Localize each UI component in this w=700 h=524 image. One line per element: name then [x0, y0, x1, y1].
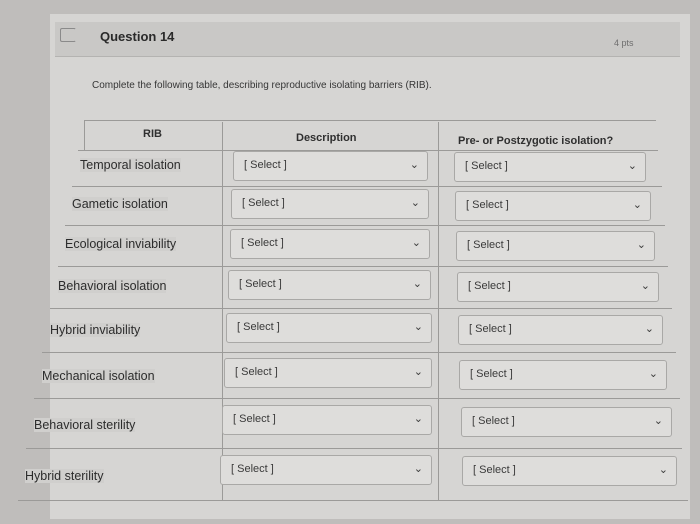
header-rib: RIB — [143, 128, 162, 140]
zygotic-select-behavioral-sterility[interactable] — [461, 407, 672, 437]
description-select-hybrid-sterility[interactable] — [220, 455, 432, 485]
description-select-temporal-isolation[interactable] — [233, 151, 428, 181]
chevron-down-icon: ⌄ — [658, 464, 668, 476]
description-select-value: [ Select ] — [241, 237, 284, 249]
description-select-value: [ Select ] — [242, 197, 285, 209]
question-points: 4 pts — [614, 38, 634, 48]
zygotic-select-value: [ Select ] — [473, 464, 516, 476]
description-select-behavioral-isolation[interactable] — [228, 270, 431, 300]
chevron-down-icon: ⌄ — [409, 159, 419, 171]
zygotic-select-value: [ Select ] — [469, 323, 512, 335]
rib-label-temporal-isolation: Temporal isolation — [80, 158, 181, 172]
chevron-down-icon: ⌄ — [412, 278, 422, 290]
chevron-down-icon: ⌄ — [648, 368, 658, 380]
description-select-value: [ Select ] — [237, 321, 280, 333]
rib-label-behavioral-isolation: Behavioral isolation — [58, 279, 167, 293]
question-title: Question 14 — [100, 29, 175, 44]
chevron-down-icon: ⌄ — [411, 237, 421, 249]
rib-label-behavioral-sterility: Behavioral sterility — [34, 418, 136, 432]
zygotic-select-mechanical-isolation[interactable] — [459, 360, 667, 390]
zygotic-select-value: [ Select ] — [466, 199, 509, 211]
chevron-down-icon: ⌄ — [410, 197, 420, 209]
chevron-down-icon: ⌄ — [413, 366, 423, 378]
chevron-down-icon: ⌄ — [413, 463, 423, 475]
chevron-down-icon: ⌄ — [627, 160, 637, 172]
rib-label-mechanical-isolation: Mechanical isolation — [42, 369, 155, 383]
description-select-gametic-isolation[interactable] — [231, 189, 429, 219]
zygotic-select-value: [ Select ] — [470, 368, 513, 380]
description-select-ecological-inviability[interactable] — [230, 229, 430, 259]
description-select-value: [ Select ] — [244, 159, 287, 171]
chevron-down-icon: ⌄ — [653, 415, 663, 427]
header-description: Description — [296, 132, 357, 144]
description-select-value: [ Select ] — [235, 366, 278, 378]
rib-label-hybrid-inviability: Hybrid inviability — [50, 323, 141, 337]
rib-label-ecological-inviability: Ecological inviability — [65, 237, 177, 251]
zygotic-select-hybrid-sterility[interactable] — [462, 456, 677, 486]
zygotic-select-hybrid-inviability[interactable] — [458, 315, 663, 345]
zygotic-select-value: [ Select ] — [465, 160, 508, 172]
zygotic-select-ecological-inviability[interactable] — [456, 231, 655, 261]
question-prompt: Complete the following table, describing reproductive isolating barriers (RIB). — [92, 80, 432, 91]
description-select-behavioral-sterility[interactable] — [222, 405, 432, 435]
chevron-down-icon: ⌄ — [413, 413, 423, 425]
chevron-down-icon: ⌄ — [636, 239, 646, 251]
zygotic-select-value: [ Select ] — [472, 415, 515, 427]
chevron-down-icon: ⌄ — [644, 323, 654, 335]
zygotic-select-behavioral-isolation[interactable] — [457, 272, 659, 302]
description-select-value: [ Select ] — [231, 463, 274, 475]
rib-label-hybrid-sterility: Hybrid sterility — [25, 469, 104, 483]
chevron-down-icon: ⌄ — [640, 280, 650, 292]
zygotic-select-temporal-isolation[interactable] — [454, 152, 646, 182]
zygotic-select-value: [ Select ] — [468, 280, 511, 292]
description-select-hybrid-inviability[interactable] — [226, 313, 432, 343]
rib-label-gametic-isolation: Gametic isolation — [72, 197, 168, 211]
description-select-value: [ Select ] — [239, 278, 282, 290]
chevron-down-icon: ⌄ — [632, 199, 642, 211]
chevron-down-icon: ⌄ — [413, 321, 423, 333]
zygotic-select-value: [ Select ] — [467, 239, 510, 251]
zygotic-select-gametic-isolation[interactable] — [455, 191, 651, 221]
description-select-value: [ Select ] — [233, 413, 276, 425]
description-select-mechanical-isolation[interactable] — [224, 358, 432, 388]
header-zygotic: Pre- or Postzygotic isolation? — [458, 135, 614, 147]
